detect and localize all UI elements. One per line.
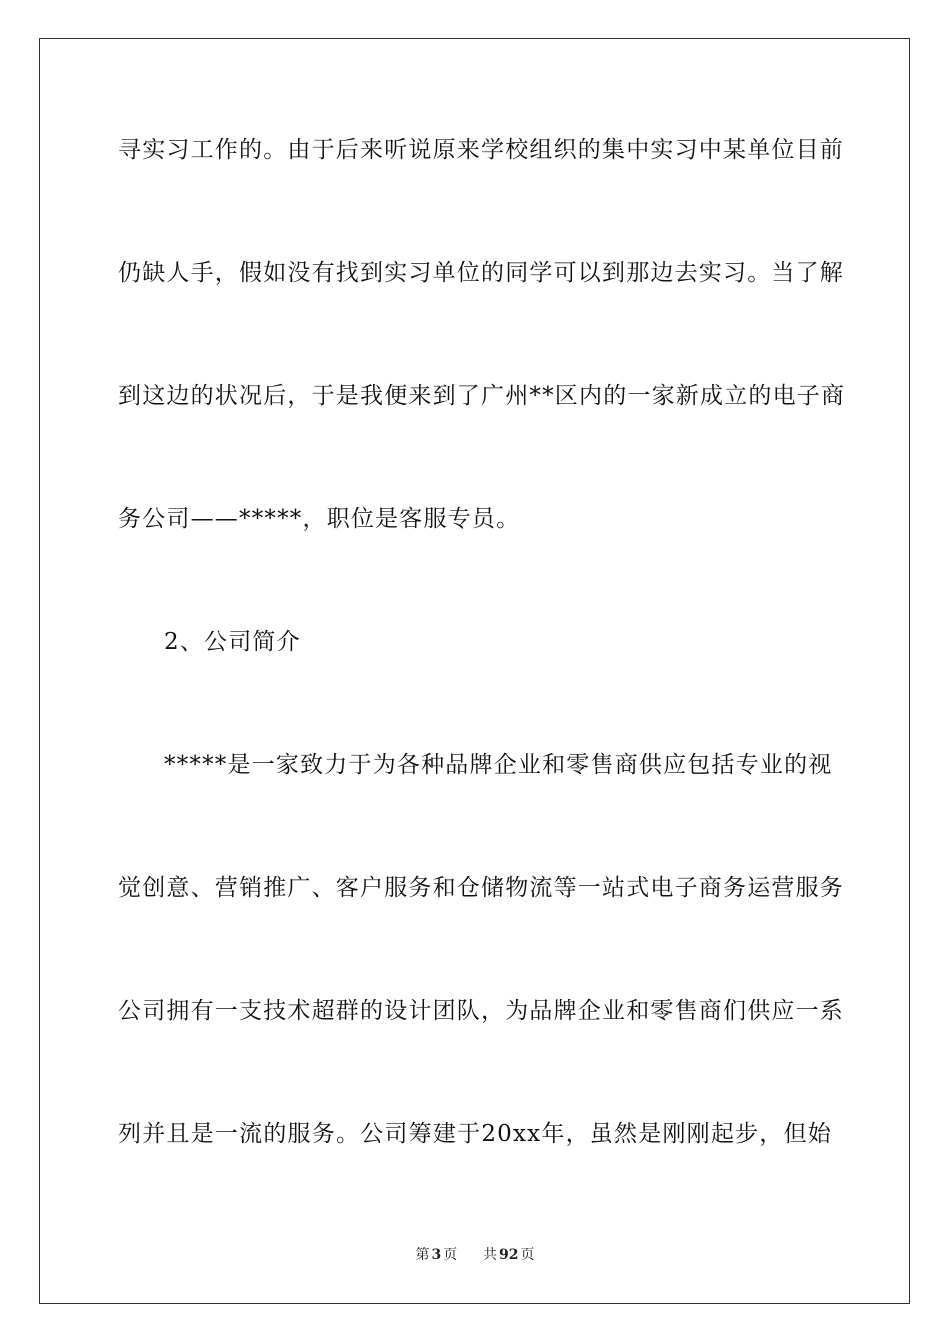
- body-line-3: 到这边的状况后，于是我便来到了广州**区内的一家新成立的电子商: [118, 383, 846, 409]
- total-prefix: 共: [483, 1247, 498, 1263]
- page-footer: [0, 1245, 950, 1265]
- body-line-6: *****是一家致力于为各种品牌企业和零售商供应包括专业的视: [164, 752, 833, 778]
- total-suffix: 页: [520, 1247, 535, 1263]
- body-line-4: 务公司——*****，职位是客服专员。: [118, 506, 521, 532]
- body-line-8: 公司拥有一支技术超群的设计团队，为品牌企业和零售商们供应一系: [118, 998, 844, 1024]
- body-line-2: 仍缺人手，假如没有找到实习单位的同学可以到那边去实习。当了解: [118, 260, 844, 286]
- body-line-9: 列并且是一流的服务。公司筹建于20xx年，虽然是刚刚起步，但始: [118, 1121, 832, 1147]
- page-prefix: 第: [415, 1247, 430, 1263]
- page-border: [39, 38, 910, 1304]
- total-pages-label: [481, 1247, 536, 1263]
- body-line-1: 寻实习工作的。由于后来听说原来学校组织的集中实习中某单位目前: [118, 137, 844, 163]
- body-line-7: 觉创意、营销推广、客户服务和仓储物流等一站式电子商务运营服务: [118, 875, 844, 901]
- page-number: 3: [431, 1247, 442, 1263]
- page-number-label: [413, 1247, 459, 1263]
- total-pages: 92: [499, 1247, 519, 1263]
- section-heading: 2、公司简介: [164, 629, 301, 655]
- page-suffix: 页: [443, 1247, 458, 1263]
